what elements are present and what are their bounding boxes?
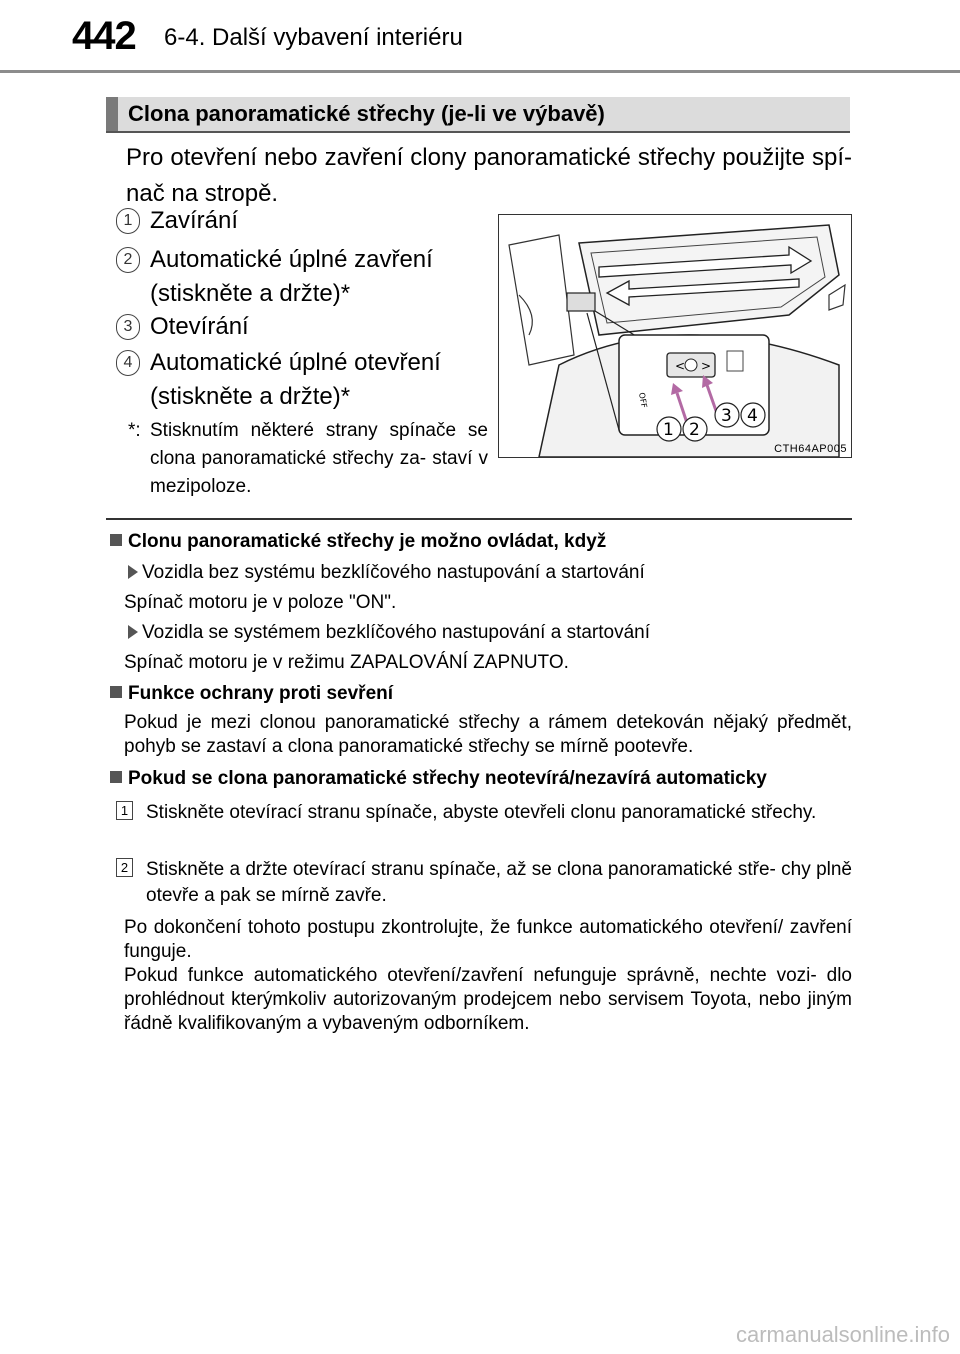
switch-off-label: OFF xyxy=(637,391,649,409)
subheading-text: Clonu panoramatické střechy je možno ovládat, když xyxy=(128,531,607,552)
footnote-text: Stisknutím některé strany spínače se clona panoramatické střechy za- staví v mezipoloze. xyxy=(150,420,488,497)
illustration-drawing xyxy=(499,215,851,457)
callout-number: 1 xyxy=(116,208,140,234)
section-title: Clona panoramatické střechy (je-li ve výbavě) xyxy=(128,101,605,126)
svg-text:>: > xyxy=(701,359,712,373)
subheading-operable xyxy=(110,531,606,553)
subheading-pinch xyxy=(110,683,393,705)
callout-number: 4 xyxy=(116,350,140,376)
square-bullet-icon xyxy=(110,534,122,546)
section-divider xyxy=(106,518,852,520)
callout-label-1: 1 xyxy=(663,420,674,440)
step-number: 2 xyxy=(116,858,133,877)
callout-number: 3 xyxy=(116,314,140,340)
watermark: carmanualsonline.info xyxy=(735,1322,950,1347)
bullet-item xyxy=(128,622,650,644)
step-text: Stiskněte a držte otevírací stranu spínače, až se clona panoramatické stře- chy plně otevře a pak se mírně zavře. xyxy=(146,859,852,906)
callout-label-2: 2 xyxy=(689,420,700,440)
callout-number: 2 xyxy=(116,247,140,273)
subheading-auto xyxy=(110,768,767,790)
chapter-title: 6-4. Další vybavení interiéru xyxy=(164,24,463,51)
svg-text:<: < xyxy=(675,359,686,373)
subheading-text: Funkce ochrany proti sevření xyxy=(128,683,394,704)
bullet-text: Vozidla se systémem bezklíčového nastupování a startování xyxy=(142,622,650,643)
paragraph: Spínač motoru je v poloze "ON". xyxy=(124,592,397,613)
step-number: 1 xyxy=(116,801,133,820)
subheading-text: Pokud se clona panoramatické střechy neotevírá/nezavírá automaticky xyxy=(128,768,767,789)
page-number: 442 xyxy=(72,14,136,58)
callout-label-3: 3 xyxy=(721,406,732,426)
paragraph: Spínač motoru je v režimu ZAPALOVÁNÍ ZAPNUTO. xyxy=(124,652,569,673)
section-accent xyxy=(106,97,118,131)
list-item-text: Automatické úplné zavření (stiskněte a držte)* xyxy=(150,246,433,307)
list-item-text: Zavírání xyxy=(150,207,239,234)
intro-paragraph: Pro otevření nebo zavření clony panoramatické střechy použijte spí- nač na stropě. xyxy=(126,144,852,207)
square-bullet-icon xyxy=(110,686,122,698)
section-title-bar xyxy=(106,97,850,133)
header-divider xyxy=(0,70,960,73)
paragraph: Po dokončení tohoto postupu zkontrolujte, že funkce automatického otevření/ zavření funguje. xyxy=(124,917,852,962)
step-text: Stiskněte otevírací stranu spínače, abyste otevřeli clonu panoramatické střechy. xyxy=(146,802,817,823)
square-bullet-icon xyxy=(110,771,122,783)
callout-label-4: 4 xyxy=(747,406,758,426)
bullet-text: Vozidla bez systému bezklíčového nastupování a startování xyxy=(142,562,645,583)
list-item-text: Automatické úplné otevření (stiskněte a držte)* xyxy=(150,349,441,410)
triangle-bullet-icon xyxy=(128,565,138,579)
paragraph: Pokud je mezi clonou panoramatické střechy a rámem detekován nějaký předmět, pohyb se zastaví a clona panoramatické střechy se mírně pootevře. xyxy=(124,712,852,757)
footnote-mark: *: xyxy=(128,420,141,441)
triangle-bullet-icon xyxy=(128,625,138,639)
roof-switch-illustration xyxy=(498,214,852,458)
figure-code: CTH64AP005 xyxy=(774,443,847,455)
paragraph: Pokud funkce automatického otevření/zavření nefunguje správně, nechte vozi- dlo prohlédnout kterýmkoliv autorizovaným prodejcem nebo servisem Toyota, nebo jiným řádně kvalifikovaným a vybaveným odborníkem. xyxy=(124,965,852,1034)
list-item-text: Otevírání xyxy=(150,313,249,340)
bullet-item xyxy=(128,562,645,584)
